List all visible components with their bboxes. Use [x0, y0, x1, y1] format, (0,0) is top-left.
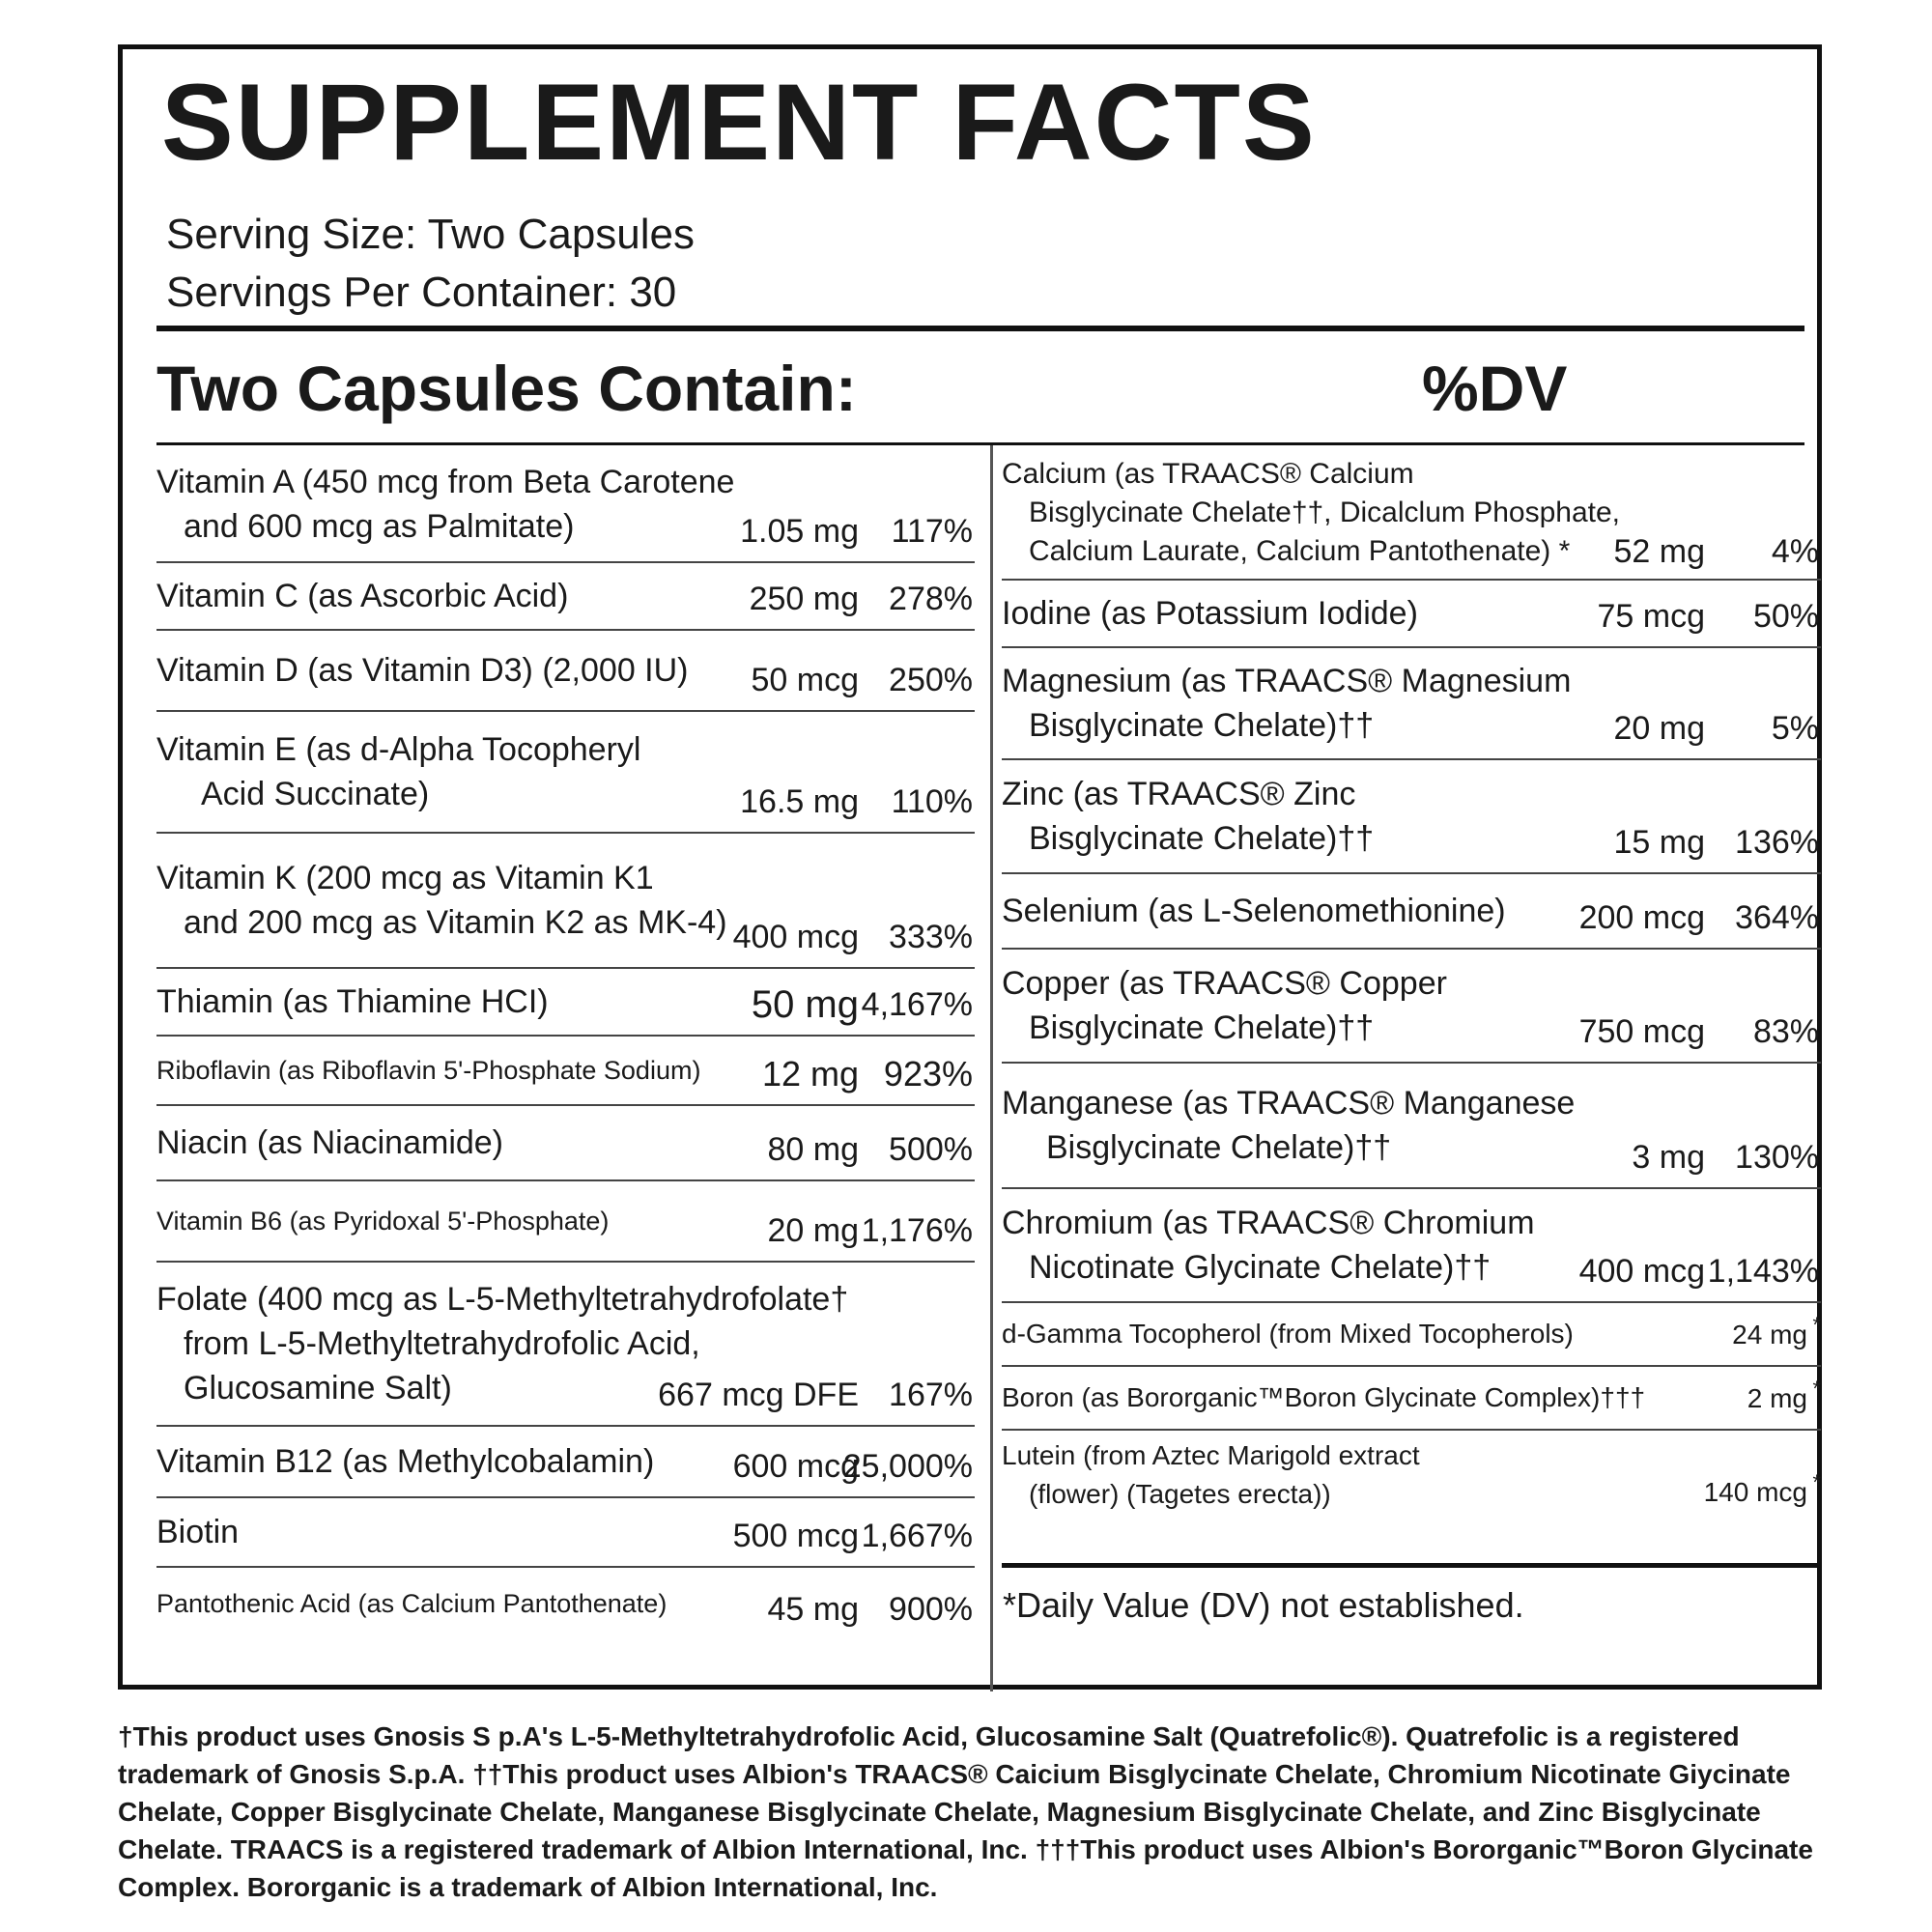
nutrient-dv: 1,176%	[861, 1212, 973, 1249]
nutrient-name: Zinc (as TRAACS® Zinc Bisglycinate Chelate)††	[1002, 776, 1375, 857]
nutrient-name: Vitamin A (450 mcg from Beta Carotene and 600 mcg as Palmitate)	[156, 464, 735, 545]
nutrient-name: Pantothenic Acid (as Calcium Pantothenate)	[156, 1589, 668, 1618]
nutrient-amount: 12 mg	[761, 1054, 859, 1094]
nutrient-name: Selenium (as L-Selenomethionine)	[1002, 893, 1506, 929]
nutrient-dv: 900%	[889, 1591, 973, 1628]
nutrient-amount: 20 mg	[1613, 710, 1705, 747]
header-divider	[156, 442, 1804, 445]
nutrient-amount: 3 mg	[1632, 1139, 1705, 1176]
nutrient-dv: 4%	[1771, 533, 1819, 570]
nutrient-dv: 1,143%	[1707, 1253, 1819, 1290]
nutrient-dv: 25,000%	[842, 1448, 973, 1485]
nutrient-amount: 140 mcg	[1703, 1477, 1807, 1507]
nutrient-amount: 16.5 mg	[740, 783, 859, 820]
nutrient-name: Chromium (as TRAACS® Chromium Nicotinate Glycinate Chelate)††	[1002, 1205, 1535, 1286]
nutrient-dv: *	[1812, 1377, 1821, 1401]
nutrient-name: Vitamin C (as Ascorbic Acid)	[156, 578, 569, 614]
dv-note: *Daily Value (DV) not established.	[1003, 1585, 1524, 1625]
trademark-footnote: †This product uses Gnosis S p.A's L-5-Methyltetrahydrofolic Acid, Glucosamine Salt (Quatrefolic®). Quatrefolic is a registered trademark of Gnosis S.p.A. ††This product uses Albion's TRAACS® Caicium Bisglycinate Chelate, Chromium Nicotinate Giycinate Chelate, Copper Bisglycinate Chelate, Manganese Bisglycinate Chelate, Magnesium Bisglycinate Chelate, and Zinc Bisglycinate Chelate. TRAACS is a registered trademark of Albion International, Inc. †††This product uses Albion's Bororganic™Boron Glycinate Complex. Bororganic is a trademark of Albion International, Inc.	[118, 1721, 1813, 1902]
supplement-facts-panel	[118, 44, 1822, 1690]
nutrient-name: Thiamin (as Thiamine HCI)	[156, 983, 549, 1020]
nutrient-dv: 278%	[889, 581, 973, 617]
nutrient-row	[156, 563, 975, 631]
nutrient-amount: 600 mcg	[732, 1448, 859, 1485]
nutrient-row	[156, 969, 975, 1037]
nutrient-name: Folate (400 mcg as L-5-Methyltetrahydrofolate† from L-5-Methyltetrahydrofolic Acid, Glucosamine Salt)	[156, 1281, 849, 1406]
nutrient-row	[156, 1106, 975, 1181]
nutrient-dv: 50%	[1752, 598, 1819, 635]
nutrient-dv: 923%	[883, 1054, 973, 1094]
nutrient-row	[1002, 1303, 1821, 1367]
nutrient-row	[156, 834, 975, 969]
nutrient-row	[1002, 950, 1821, 1064]
nutrient-amount: 400 mcg	[732, 919, 859, 955]
nutrient-amount: 750 mcg	[1578, 1013, 1705, 1050]
panel-title: SUPPLEMENT FACTS	[161, 62, 1317, 183]
serving-size: Serving Size: Two Capsules	[166, 211, 696, 258]
nutrient-name: Lutein (from Aztec Marigold extract (flower) (Tagetes erecta))	[1002, 1440, 1420, 1509]
nutrient-row	[156, 631, 975, 712]
nutrient-name: Vitamin E (as d-Alpha Tocopheryl Acid Succinate)	[156, 731, 641, 812]
nutrient-row	[156, 447, 975, 563]
nutrient-dv: 110%	[891, 783, 973, 820]
left-nutrient-column	[156, 447, 975, 1639]
nutrient-row	[1002, 1431, 1821, 1520]
nutrient-dv: 500%	[889, 1131, 973, 1168]
nutrient-name: Vitamin B6 (as Pyridoxal 5'-Phosphate)	[156, 1207, 610, 1236]
dv-heading: %DV	[1422, 353, 1568, 424]
nutrient-amount: 50 mcg	[751, 662, 859, 698]
nutrient-dv: 117%	[891, 513, 973, 550]
nutrient-name: Copper (as TRAACS® Copper Bisglycinate Chelate)††	[1002, 965, 1447, 1046]
nutrient-dv: 250%	[889, 662, 973, 698]
nutrient-row	[1002, 1064, 1821, 1189]
nutrient-row	[156, 712, 975, 834]
nutrient-dv: 364%	[1735, 899, 1819, 936]
nutrient-amount: 667 mcg DFE	[658, 1377, 859, 1413]
nutrient-dv: *	[1812, 1470, 1821, 1494]
servings-per-container: Servings Per Container: 30	[166, 269, 677, 316]
nutrient-row	[156, 1427, 975, 1498]
nutrient-row	[156, 1568, 975, 1639]
nutrient-row	[156, 1498, 975, 1568]
nutrient-amount: 20 mg	[767, 1212, 859, 1249]
nutrient-amount: 2 mg	[1747, 1383, 1807, 1413]
nutrient-amount: 75 mcg	[1597, 598, 1705, 635]
thick-divider	[156, 326, 1804, 331]
nutrient-amount: 45 mg	[767, 1591, 859, 1628]
nutrient-dv: 167%	[889, 1377, 973, 1413]
nutrient-amount: 400 mcg	[1578, 1253, 1705, 1290]
nutrient-row	[156, 1263, 975, 1427]
nutrient-dv: 130%	[1735, 1139, 1819, 1176]
nutrient-row	[1002, 874, 1821, 950]
nutrient-amount: 250 mg	[749, 581, 859, 617]
nutrient-row	[1002, 1189, 1821, 1303]
nutrient-name: Manganese (as TRAACS® Manganese Bisglycinate Chelate)††	[1002, 1085, 1576, 1166]
nutrient-amount: 500 mcg	[732, 1518, 859, 1554]
nutrient-name: Iodine (as Potassium Iodide)	[1002, 595, 1418, 632]
right-column-bottom-rule	[1002, 1563, 1817, 1568]
nutrient-amount: 52 mg	[1613, 533, 1705, 570]
nutrient-dv: 83%	[1752, 1013, 1819, 1050]
nutrient-row	[1002, 1367, 1821, 1431]
column-divider	[990, 445, 993, 1691]
nutrient-name: d-Gamma Tocopherol (from Mixed Tocopherols)	[1002, 1319, 1574, 1349]
nutrient-name: Magnesium (as TRAACS® Magnesium Bisglycinate Chelate)††	[1002, 663, 1572, 744]
contain-heading: Two Capsules Contain:	[156, 353, 857, 424]
nutrient-name: Biotin	[156, 1514, 240, 1550]
nutrient-dv: 136%	[1735, 824, 1819, 861]
nutrient-amount: 200 mcg	[1578, 899, 1705, 936]
nutrient-name: Vitamin D (as Vitamin D3) (2,000 IU)	[156, 652, 689, 689]
nutrient-dv: 1,667%	[861, 1518, 973, 1554]
nutrient-name: Calcium (as TRAACS® Calcium Bisglycinate Chelate††, Dicalclum Phosphate, Calcium Laurate, Calcium Pantothenate) *	[1002, 458, 1620, 567]
nutrient-amount: 1.05 mg	[740, 513, 859, 550]
nutrient-name: Niacin (as Niacinamide)	[156, 1124, 504, 1161]
nutrient-row	[1002, 648, 1821, 760]
nutrient-row	[156, 1181, 975, 1263]
nutrient-dv: 4,167%	[861, 986, 973, 1023]
nutrient-name: Vitamin K (200 mcg as Vitamin K1 and 200 mcg as Vitamin K2 as MK-4)	[156, 860, 727, 941]
nutrient-dv: 333%	[889, 919, 973, 955]
nutrient-dv: *	[1812, 1313, 1821, 1337]
nutrient-amount: 80 mg	[767, 1131, 859, 1168]
nutrient-amount: 24 mg	[1732, 1320, 1807, 1350]
right-nutrient-column	[1002, 447, 1821, 1520]
nutrient-row	[1002, 581, 1821, 648]
serving-info	[166, 206, 695, 322]
nutrient-amount: 50 mg	[751, 983, 859, 1026]
nutrient-name: Boron (as Bororganic™Boron Glycinate Complex)†††	[1002, 1382, 1646, 1412]
nutrient-dv: 5%	[1771, 710, 1819, 747]
nutrient-row	[1002, 447, 1821, 581]
nutrient-name: Riboflavin (as Riboflavin 5'-Phosphate Sodium)	[156, 1056, 701, 1085]
nutrient-name: Vitamin B12 (as Methylcobalamin)	[156, 1443, 655, 1480]
nutrient-row	[156, 1037, 975, 1106]
nutrient-row	[1002, 760, 1821, 874]
nutrient-amount: 15 mg	[1613, 824, 1705, 861]
